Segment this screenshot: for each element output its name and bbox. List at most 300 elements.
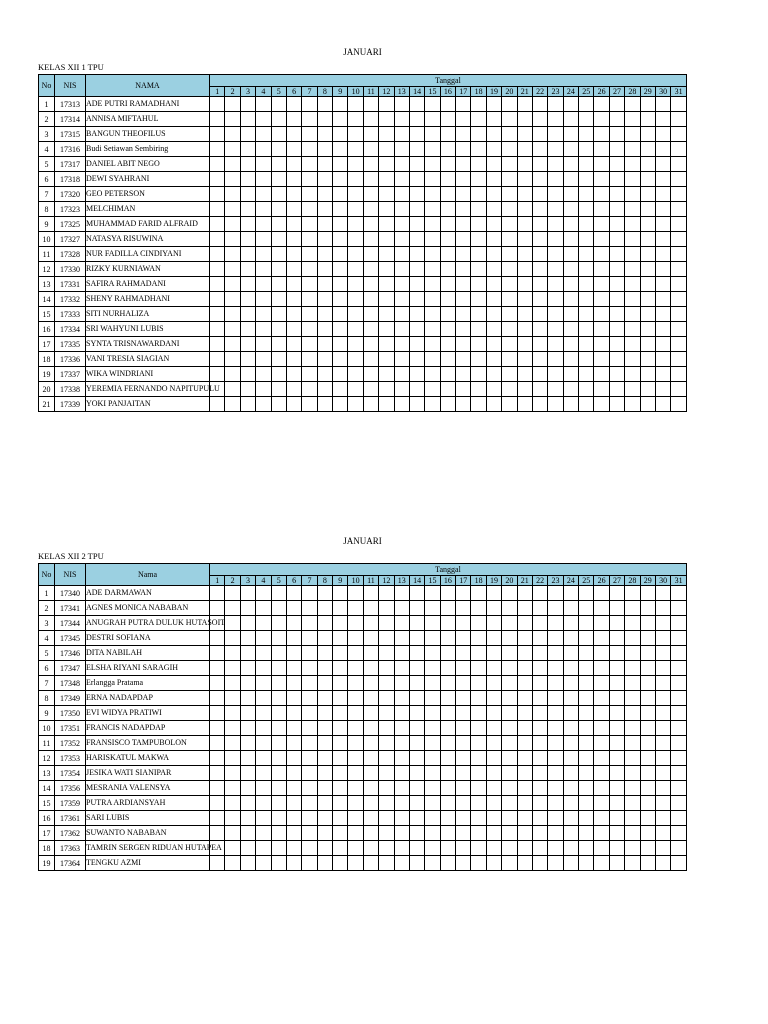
- attendance-cell[interactable]: [532, 232, 547, 247]
- attendance-cell[interactable]: [548, 796, 563, 811]
- attendance-cell[interactable]: [502, 352, 517, 367]
- attendance-cell[interactable]: [502, 232, 517, 247]
- attendance-cell[interactable]: [271, 97, 286, 112]
- attendance-cell[interactable]: [394, 157, 409, 172]
- attendance-cell[interactable]: [517, 601, 532, 616]
- attendance-cell[interactable]: [379, 262, 394, 277]
- attendance-cell[interactable]: [256, 397, 271, 412]
- attendance-cell[interactable]: [671, 127, 687, 142]
- attendance-cell[interactable]: [563, 841, 578, 856]
- attendance-cell[interactable]: [317, 736, 332, 751]
- attendance-cell[interactable]: [517, 352, 532, 367]
- attendance-cell[interactable]: [225, 262, 240, 277]
- attendance-cell[interactable]: [671, 172, 687, 187]
- attendance-cell[interactable]: [502, 187, 517, 202]
- attendance-cell[interactable]: [317, 217, 332, 232]
- attendance-cell[interactable]: [625, 112, 640, 127]
- attendance-cell[interactable]: [640, 676, 655, 691]
- attendance-cell[interactable]: [240, 397, 255, 412]
- attendance-cell[interactable]: [625, 292, 640, 307]
- attendance-cell[interactable]: [317, 322, 332, 337]
- attendance-cell[interactable]: [625, 616, 640, 631]
- attendance-cell[interactable]: [317, 277, 332, 292]
- attendance-cell[interactable]: [502, 367, 517, 382]
- attendance-cell[interactable]: [471, 247, 486, 262]
- attendance-cell[interactable]: [471, 751, 486, 766]
- attendance-cell[interactable]: [271, 736, 286, 751]
- attendance-cell[interactable]: [425, 826, 440, 841]
- attendance-cell[interactable]: [579, 97, 594, 112]
- attendance-cell[interactable]: [317, 841, 332, 856]
- attendance-cell[interactable]: [394, 841, 409, 856]
- attendance-cell[interactable]: [256, 382, 271, 397]
- attendance-cell[interactable]: [486, 142, 501, 157]
- attendance-cell[interactable]: [532, 766, 547, 781]
- attendance-cell[interactable]: [655, 97, 670, 112]
- attendance-cell[interactable]: [425, 676, 440, 691]
- attendance-cell[interactable]: [456, 187, 471, 202]
- attendance-cell[interactable]: [286, 586, 301, 601]
- attendance-cell[interactable]: [640, 631, 655, 646]
- attendance-cell[interactable]: [379, 367, 394, 382]
- attendance-cell[interactable]: [271, 277, 286, 292]
- attendance-cell[interactable]: [333, 601, 348, 616]
- attendance-cell[interactable]: [348, 307, 363, 322]
- attendance-cell[interactable]: [256, 811, 271, 826]
- attendance-cell[interactable]: [394, 382, 409, 397]
- attendance-cell[interactable]: [640, 706, 655, 721]
- attendance-cell[interactable]: [548, 826, 563, 841]
- attendance-cell[interactable]: [655, 826, 670, 841]
- attendance-cell[interactable]: [532, 127, 547, 142]
- attendance-cell[interactable]: [271, 337, 286, 352]
- attendance-cell[interactable]: [502, 856, 517, 871]
- attendance-cell[interactable]: [471, 232, 486, 247]
- attendance-cell[interactable]: [517, 721, 532, 736]
- attendance-cell[interactable]: [240, 187, 255, 202]
- attendance-cell[interactable]: [640, 661, 655, 676]
- attendance-cell[interactable]: [271, 397, 286, 412]
- attendance-cell[interactable]: [517, 322, 532, 337]
- attendance-cell[interactable]: [563, 826, 578, 841]
- attendance-cell[interactable]: [609, 202, 624, 217]
- attendance-cell[interactable]: [363, 172, 378, 187]
- attendance-cell[interactable]: [363, 97, 378, 112]
- attendance-cell[interactable]: [256, 616, 271, 631]
- attendance-cell[interactable]: [671, 367, 687, 382]
- attendance-cell[interactable]: [579, 841, 594, 856]
- attendance-cell[interactable]: [486, 292, 501, 307]
- attendance-cell[interactable]: [379, 736, 394, 751]
- attendance-cell[interactable]: [348, 352, 363, 367]
- attendance-cell[interactable]: [256, 766, 271, 781]
- attendance-cell[interactable]: [486, 322, 501, 337]
- attendance-cell[interactable]: [394, 736, 409, 751]
- attendance-cell[interactable]: [409, 397, 424, 412]
- attendance-cell[interactable]: [548, 856, 563, 871]
- attendance-cell[interactable]: [348, 112, 363, 127]
- attendance-cell[interactable]: [425, 811, 440, 826]
- attendance-cell[interactable]: [225, 706, 240, 721]
- attendance-cell[interactable]: [409, 187, 424, 202]
- attendance-cell[interactable]: [302, 631, 317, 646]
- attendance-cell[interactable]: [317, 811, 332, 826]
- attendance-cell[interactable]: [532, 631, 547, 646]
- attendance-cell[interactable]: [225, 232, 240, 247]
- attendance-cell[interactable]: [471, 691, 486, 706]
- attendance-cell[interactable]: [563, 382, 578, 397]
- attendance-cell[interactable]: [486, 646, 501, 661]
- attendance-cell[interactable]: [348, 811, 363, 826]
- attendance-cell[interactable]: [225, 322, 240, 337]
- attendance-cell[interactable]: [348, 586, 363, 601]
- attendance-cell[interactable]: [579, 721, 594, 736]
- attendance-cell[interactable]: [579, 247, 594, 262]
- attendance-cell[interactable]: [333, 766, 348, 781]
- attendance-cell[interactable]: [471, 262, 486, 277]
- attendance-cell[interactable]: [671, 292, 687, 307]
- attendance-cell[interactable]: [394, 142, 409, 157]
- attendance-cell[interactable]: [532, 352, 547, 367]
- attendance-cell[interactable]: [471, 631, 486, 646]
- attendance-cell[interactable]: [379, 157, 394, 172]
- attendance-cell[interactable]: [563, 232, 578, 247]
- attendance-cell[interactable]: [471, 586, 486, 601]
- attendance-cell[interactable]: [517, 187, 532, 202]
- attendance-cell[interactable]: [579, 661, 594, 676]
- attendance-cell[interactable]: [563, 397, 578, 412]
- attendance-cell[interactable]: [502, 721, 517, 736]
- attendance-cell[interactable]: [225, 112, 240, 127]
- attendance-cell[interactable]: [210, 766, 225, 781]
- attendance-cell[interactable]: [210, 856, 225, 871]
- attendance-cell[interactable]: [548, 382, 563, 397]
- attendance-cell[interactable]: [440, 616, 455, 631]
- attendance-cell[interactable]: [394, 721, 409, 736]
- attendance-cell[interactable]: [502, 277, 517, 292]
- attendance-cell[interactable]: [563, 736, 578, 751]
- attendance-cell[interactable]: [286, 187, 301, 202]
- attendance-cell[interactable]: [271, 841, 286, 856]
- attendance-cell[interactable]: [471, 322, 486, 337]
- attendance-cell[interactable]: [471, 217, 486, 232]
- attendance-cell[interactable]: [302, 646, 317, 661]
- attendance-cell[interactable]: [286, 277, 301, 292]
- attendance-cell[interactable]: [425, 781, 440, 796]
- attendance-cell[interactable]: [363, 142, 378, 157]
- attendance-cell[interactable]: [440, 781, 455, 796]
- attendance-cell[interactable]: [333, 646, 348, 661]
- attendance-cell[interactable]: [256, 856, 271, 871]
- attendance-cell[interactable]: [456, 157, 471, 172]
- attendance-cell[interactable]: [486, 307, 501, 322]
- attendance-cell[interactable]: [486, 127, 501, 142]
- attendance-cell[interactable]: [548, 841, 563, 856]
- attendance-cell[interactable]: [394, 367, 409, 382]
- attendance-cell[interactable]: [563, 262, 578, 277]
- attendance-cell[interactable]: [256, 157, 271, 172]
- attendance-cell[interactable]: [440, 586, 455, 601]
- attendance-cell[interactable]: [625, 277, 640, 292]
- attendance-cell[interactable]: [471, 856, 486, 871]
- attendance-cell[interactable]: [671, 217, 687, 232]
- attendance-cell[interactable]: [456, 292, 471, 307]
- attendance-cell[interactable]: [333, 382, 348, 397]
- attendance-cell[interactable]: [640, 736, 655, 751]
- attendance-cell[interactable]: [302, 796, 317, 811]
- attendance-cell[interactable]: [333, 322, 348, 337]
- attendance-cell[interactable]: [440, 157, 455, 172]
- attendance-cell[interactable]: [379, 601, 394, 616]
- attendance-cell[interactable]: [548, 661, 563, 676]
- attendance-cell[interactable]: [456, 721, 471, 736]
- attendance-cell[interactable]: [333, 187, 348, 202]
- attendance-cell[interactable]: [348, 217, 363, 232]
- attendance-cell[interactable]: [440, 307, 455, 322]
- attendance-cell[interactable]: [302, 292, 317, 307]
- attendance-cell[interactable]: [456, 337, 471, 352]
- attendance-cell[interactable]: [256, 646, 271, 661]
- attendance-cell[interactable]: [548, 736, 563, 751]
- attendance-cell[interactable]: [379, 841, 394, 856]
- attendance-cell[interactable]: [379, 172, 394, 187]
- attendance-cell[interactable]: [286, 676, 301, 691]
- attendance-cell[interactable]: [363, 382, 378, 397]
- attendance-cell[interactable]: [456, 616, 471, 631]
- attendance-cell[interactable]: [532, 706, 547, 721]
- attendance-cell[interactable]: [548, 706, 563, 721]
- attendance-cell[interactable]: [302, 277, 317, 292]
- attendance-cell[interactable]: [486, 247, 501, 262]
- attendance-cell[interactable]: [333, 172, 348, 187]
- attendance-cell[interactable]: [625, 232, 640, 247]
- attendance-cell[interactable]: [609, 397, 624, 412]
- attendance-cell[interactable]: [240, 322, 255, 337]
- attendance-cell[interactable]: [471, 127, 486, 142]
- attendance-cell[interactable]: [640, 826, 655, 841]
- attendance-cell[interactable]: [256, 352, 271, 367]
- attendance-cell[interactable]: [563, 277, 578, 292]
- attendance-cell[interactable]: [502, 736, 517, 751]
- attendance-cell[interactable]: [625, 367, 640, 382]
- attendance-cell[interactable]: [333, 157, 348, 172]
- attendance-cell[interactable]: [379, 676, 394, 691]
- attendance-cell[interactable]: [655, 586, 670, 601]
- attendance-cell[interactable]: [225, 781, 240, 796]
- attendance-cell[interactable]: [379, 217, 394, 232]
- attendance-cell[interactable]: [471, 766, 486, 781]
- attendance-cell[interactable]: [625, 127, 640, 142]
- attendance-cell[interactable]: [486, 721, 501, 736]
- attendance-cell[interactable]: [240, 277, 255, 292]
- attendance-cell[interactable]: [655, 751, 670, 766]
- attendance-cell[interactable]: [640, 322, 655, 337]
- attendance-cell[interactable]: [579, 337, 594, 352]
- attendance-cell[interactable]: [302, 217, 317, 232]
- attendance-cell[interactable]: [302, 202, 317, 217]
- attendance-cell[interactable]: [440, 112, 455, 127]
- attendance-cell[interactable]: [379, 232, 394, 247]
- attendance-cell[interactable]: [671, 142, 687, 157]
- attendance-cell[interactable]: [317, 127, 332, 142]
- attendance-cell[interactable]: [333, 796, 348, 811]
- attendance-cell[interactable]: [256, 262, 271, 277]
- attendance-cell[interactable]: [302, 706, 317, 721]
- attendance-cell[interactable]: [579, 262, 594, 277]
- attendance-cell[interactable]: [379, 277, 394, 292]
- attendance-cell[interactable]: [532, 676, 547, 691]
- attendance-cell[interactable]: [563, 367, 578, 382]
- attendance-cell[interactable]: [548, 781, 563, 796]
- attendance-cell[interactable]: [225, 826, 240, 841]
- attendance-cell[interactable]: [517, 247, 532, 262]
- attendance-cell[interactable]: [502, 691, 517, 706]
- attendance-cell[interactable]: [440, 97, 455, 112]
- attendance-cell[interactable]: [271, 601, 286, 616]
- attendance-cell[interactable]: [579, 751, 594, 766]
- attendance-cell[interactable]: [471, 811, 486, 826]
- attendance-cell[interactable]: [625, 247, 640, 262]
- attendance-cell[interactable]: [333, 841, 348, 856]
- attendance-cell[interactable]: [609, 172, 624, 187]
- attendance-cell[interactable]: [517, 97, 532, 112]
- attendance-cell[interactable]: [425, 262, 440, 277]
- attendance-cell[interactable]: [348, 766, 363, 781]
- attendance-cell[interactable]: [594, 781, 609, 796]
- attendance-cell[interactable]: [286, 856, 301, 871]
- attendance-cell[interactable]: [486, 262, 501, 277]
- attendance-cell[interactable]: [409, 262, 424, 277]
- attendance-cell[interactable]: [425, 691, 440, 706]
- attendance-cell[interactable]: [548, 277, 563, 292]
- attendance-cell[interactable]: [333, 616, 348, 631]
- attendance-cell[interactable]: [210, 811, 225, 826]
- attendance-cell[interactable]: [579, 322, 594, 337]
- attendance-cell[interactable]: [425, 601, 440, 616]
- attendance-cell[interactable]: [532, 616, 547, 631]
- attendance-cell[interactable]: [640, 646, 655, 661]
- attendance-cell[interactable]: [409, 751, 424, 766]
- attendance-cell[interactable]: [333, 631, 348, 646]
- attendance-cell[interactable]: [286, 352, 301, 367]
- attendance-cell[interactable]: [425, 616, 440, 631]
- attendance-cell[interactable]: [625, 382, 640, 397]
- attendance-cell[interactable]: [609, 367, 624, 382]
- attendance-cell[interactable]: [655, 691, 670, 706]
- attendance-cell[interactable]: [563, 322, 578, 337]
- attendance-cell[interactable]: [640, 691, 655, 706]
- attendance-cell[interactable]: [532, 721, 547, 736]
- attendance-cell[interactable]: [579, 397, 594, 412]
- attendance-cell[interactable]: [548, 232, 563, 247]
- attendance-cell[interactable]: [256, 736, 271, 751]
- attendance-cell[interactable]: [671, 277, 687, 292]
- attendance-cell[interactable]: [286, 646, 301, 661]
- attendance-cell[interactable]: [363, 646, 378, 661]
- attendance-cell[interactable]: [286, 247, 301, 262]
- attendance-cell[interactable]: [302, 247, 317, 262]
- attendance-cell[interactable]: [440, 202, 455, 217]
- attendance-cell[interactable]: [271, 661, 286, 676]
- attendance-cell[interactable]: [225, 382, 240, 397]
- attendance-cell[interactable]: [348, 601, 363, 616]
- attendance-cell[interactable]: [302, 337, 317, 352]
- attendance-cell[interactable]: [379, 307, 394, 322]
- attendance-cell[interactable]: [548, 292, 563, 307]
- attendance-cell[interactable]: [440, 352, 455, 367]
- attendance-cell[interactable]: [379, 97, 394, 112]
- attendance-cell[interactable]: [256, 841, 271, 856]
- attendance-cell[interactable]: [317, 766, 332, 781]
- attendance-cell[interactable]: [609, 232, 624, 247]
- attendance-cell[interactable]: [210, 631, 225, 646]
- attendance-cell[interactable]: [625, 307, 640, 322]
- attendance-cell[interactable]: [548, 586, 563, 601]
- attendance-cell[interactable]: [286, 142, 301, 157]
- attendance-cell[interactable]: [440, 841, 455, 856]
- attendance-cell[interactable]: [363, 631, 378, 646]
- attendance-cell[interactable]: [517, 691, 532, 706]
- attendance-cell[interactable]: [210, 172, 225, 187]
- attendance-cell[interactable]: [394, 691, 409, 706]
- attendance-cell[interactable]: [394, 277, 409, 292]
- attendance-cell[interactable]: [240, 586, 255, 601]
- attendance-cell[interactable]: [456, 631, 471, 646]
- attendance-cell[interactable]: [517, 841, 532, 856]
- attendance-cell[interactable]: [502, 247, 517, 262]
- attendance-cell[interactable]: [517, 382, 532, 397]
- attendance-cell[interactable]: [225, 766, 240, 781]
- attendance-cell[interactable]: [471, 646, 486, 661]
- attendance-cell[interactable]: [594, 127, 609, 142]
- attendance-cell[interactable]: [425, 292, 440, 307]
- attendance-cell[interactable]: [394, 826, 409, 841]
- attendance-cell[interactable]: [456, 811, 471, 826]
- attendance-cell[interactable]: [394, 247, 409, 262]
- attendance-cell[interactable]: [363, 811, 378, 826]
- attendance-cell[interactable]: [655, 307, 670, 322]
- attendance-cell[interactable]: [563, 586, 578, 601]
- attendance-cell[interactable]: [640, 841, 655, 856]
- attendance-cell[interactable]: [625, 721, 640, 736]
- attendance-cell[interactable]: [210, 277, 225, 292]
- attendance-cell[interactable]: [256, 97, 271, 112]
- attendance-cell[interactable]: [671, 262, 687, 277]
- attendance-cell[interactable]: [640, 262, 655, 277]
- attendance-cell[interactable]: [532, 292, 547, 307]
- attendance-cell[interactable]: [609, 616, 624, 631]
- attendance-cell[interactable]: [363, 721, 378, 736]
- attendance-cell[interactable]: [225, 721, 240, 736]
- attendance-cell[interactable]: [210, 352, 225, 367]
- attendance-cell[interactable]: [563, 142, 578, 157]
- attendance-cell[interactable]: [486, 811, 501, 826]
- attendance-cell[interactable]: [240, 172, 255, 187]
- attendance-cell[interactable]: [655, 796, 670, 811]
- attendance-cell[interactable]: [271, 232, 286, 247]
- attendance-cell[interactable]: [256, 781, 271, 796]
- attendance-cell[interactable]: [456, 367, 471, 382]
- attendance-cell[interactable]: [456, 661, 471, 676]
- attendance-cell[interactable]: [486, 706, 501, 721]
- attendance-cell[interactable]: [256, 661, 271, 676]
- attendance-cell[interactable]: [671, 736, 687, 751]
- attendance-cell[interactable]: [348, 127, 363, 142]
- attendance-cell[interactable]: [625, 706, 640, 721]
- attendance-cell[interactable]: [271, 322, 286, 337]
- attendance-cell[interactable]: [655, 721, 670, 736]
- attendance-cell[interactable]: [579, 367, 594, 382]
